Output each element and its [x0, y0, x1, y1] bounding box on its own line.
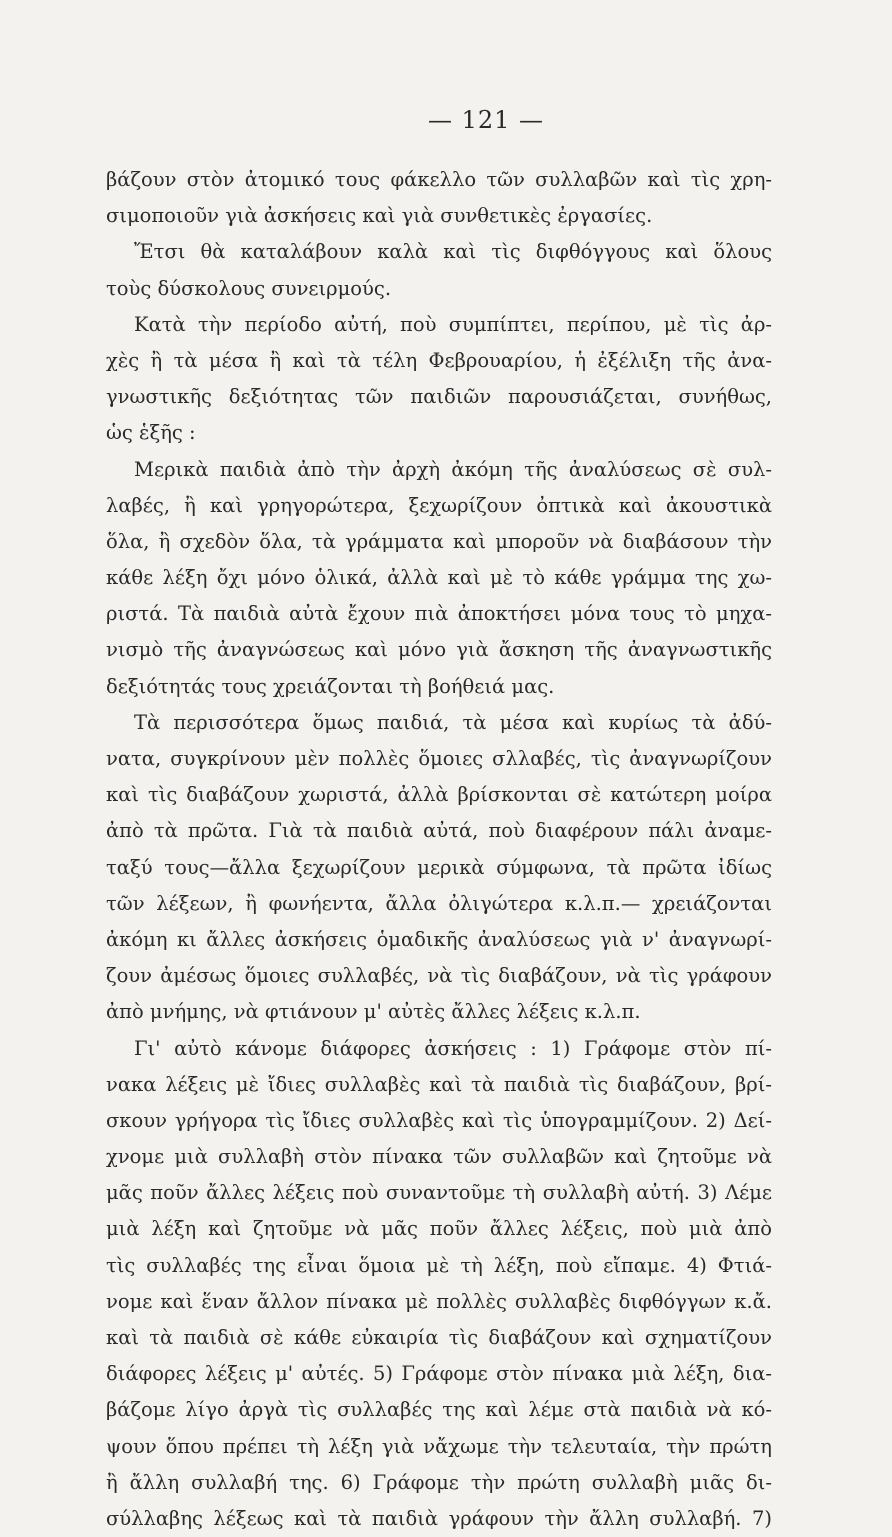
text-line: βάζομε λίγο ἀργὰ τὶς συλλαβές της καὶ λέμε στὰ παιδιὰ νὰ κό-: [106, 1398, 772, 1422]
text-line: Ἔτσι θὰ καταλάβουν καλὰ καὶ τὶς διφθόγγους καὶ ὅλους: [134, 240, 772, 264]
text-line: χὲς ἢ τὰ μέσα ἢ καὶ τὰ τέλη Φεβρουαρίου, ἡ ἐξέλιξη τῆς ἀνα-: [106, 348, 772, 372]
text-line: βάζουν στὸν ἀτομικό τους φάκελλο τῶν συλλαβῶν καὶ τὶς χρη-: [106, 168, 772, 191]
text-line: μιὰ λέξη καὶ ζητοῦμε νὰ μᾶς ποῦν ἄλλες λέξεις, ποὺ μιὰ ἀπὸ: [106, 1217, 772, 1241]
text-line: σύλλαβης λέξεως καὶ τὰ παιδιὰ γράφουν τὴν ἄλλη συλλαβή. 7): [106, 1506, 772, 1530]
text-line: κάθε λέξη ὄχι μόνο ὁλικά, ἀλλὰ καὶ μὲ τὸ κάθε γράμμα της χω-: [106, 566, 772, 590]
text-line: γνωστικῆς δεξιότητας τῶν παιδιῶν παρουσιάζεται, συνήθως,: [106, 385, 772, 409]
text-line: λαβές, ἢ καὶ γρηγορώτερα, ξεχωρίζουν ὀπτικὰ καὶ ἀκουστικὰ: [106, 493, 772, 517]
text-line: νισμὸ τῆς ἀναγνώσεως καὶ μόνο γιὰ ἄσκηση τῆς ἀναγνωστικῆς: [106, 638, 772, 662]
text-line: ταξύ τους—ἄλλα ξεχωρίζουν μερικὰ σύμφωνα, τὰ πρῶτα ἰδίως: [106, 855, 772, 879]
text-line: τοὺς δύσκολους συνειρμούς.: [106, 276, 392, 300]
text-line: νατα, συγκρίνουν μὲν πολλὲς ὅμοιες σλλαβές, τὶς ἀναγνωρίζουν: [106, 747, 772, 770]
text-line: Μερικὰ παιδιὰ ἀπὸ τὴν ἀρχὴ ἀκόμη τῆς ἀναλύσεως σὲ συλ-: [134, 457, 772, 481]
text-line: διάφορες λέξεις μ' αὐτές. 5) Γράφομε στὸν πίνακα μιὰ λέξη, δια-: [106, 1362, 772, 1386]
text-line: μᾶς ποῦν ἄλλες λέξεις ποὺ συναντοῦμε τὴ συλλαβὴ αὐτή. 3) Λέμε: [106, 1181, 772, 1205]
text-line: νακα λέξεις μὲ ἴδιες συλλαβὲς καὶ τὰ παιδιὰ τὶς διαβάζουν, βρί-: [106, 1072, 772, 1096]
text-line: χνομε μιὰ συλλαβὴ στὸν πίνακα τῶν συλλαβῶν καὶ ζητοῦμε νὰ: [106, 1145, 772, 1169]
text-line: νομε καὶ ἕναν ἄλλον πίνακα μὲ πολλὲς συλλαβὲς διφθόγγων κ.ἄ.: [106, 1289, 772, 1313]
text-line: ἢ ἄλλη συλλαβή της. 6) Γράφομε τὴν πρώτη συλλαβὴ μιᾶς δι-: [106, 1470, 772, 1494]
text-line: καὶ τὰ παιδιὰ σὲ κάθε εὐκαιρία τὶς διαβάζουν καὶ σχηματίζουν: [106, 1326, 772, 1349]
text-line: ὅλα, ἢ σχεδὸν ὅλα, τὰ γράμματα καὶ μποροῦν νὰ διαβάσουν τὴν: [106, 529, 772, 553]
text-line: δεξιότητάς τους χρειάζονται τὴ βοήθειά μας.: [106, 674, 555, 698]
text-line: ὡς ἑξῆς :: [106, 421, 196, 445]
page-number: — 121 —: [427, 106, 545, 134]
text-line: Κατὰ τὴν περίοδο αὐτή, ποὺ συμπίπτει, περίπου, μὲ τὶς ἀρ-: [134, 312, 772, 336]
text-line: ζουν ἀμέσως ὅμοιες συλλαβές, νὰ τὶς διαβάζουν, νὰ τὶς γράφουν: [106, 964, 772, 988]
text-line: σιμοποιοῦν γιὰ ἀσκήσεις καὶ γιὰ συνθετικὲς ἐργασίες.: [106, 204, 653, 228]
text-line: ἀπὸ τὰ πρῶτα. Γιὰ τὰ παιδιὰ αὐτά, ποὺ διαφέρουν πάλι ἀναμε-: [106, 819, 772, 843]
text-line: καὶ τὶς διαβάζουν χωριστά, ἀλλὰ βρίσκονται σὲ κατώτερη μοίρα: [106, 783, 772, 807]
text-line: ψουν ὅπου πρέπει τὴ λέξη γιὰ νἄχωμε τὴν τελευταία, τὴν πρώτη: [106, 1434, 772, 1458]
text-line: τῶν λέξεων, ἢ φωνήεντα, ἄλλα ὀλιγώτερα κ.λ.π.— χρειάζονται: [106, 891, 772, 915]
text-line: ἀκόμη κι ἄλλες ἀσκήσεις ὁμαδικῆς ἀναλύσεως γιὰ ν' ἀναγνωρί-: [106, 927, 772, 951]
body-text: [106, 162, 772, 1537]
text-line: τὶς συλλαβές της εἶναι ὅμοια μὲ τὴ λέξη, ποὺ εἴπαμε. 4) Φτιά-: [106, 1253, 772, 1277]
text-line: Γι' αὐτὸ κάνομε διάφορες ἀσκήσεις : 1) Γράφομε στὸν πί-: [134, 1036, 772, 1060]
text-line: ριστά. Τὰ παιδιὰ αὐτὰ ἔχουν πιὰ ἀποκτήσει μόνα τους τὸ μηχα-: [106, 602, 772, 626]
text-line: σκουν γρήγορα τὶς ἴδιες συλλαβὲς καὶ τὶς ὑπογραμμίζουν. 2) Δεί-: [106, 1108, 772, 1132]
text-line: ἀπὸ μνήμης, νὰ φτιάνουν μ' αὐτὲς ἄλλες λέξεις κ.λ.π.: [106, 1000, 641, 1024]
text-line: Τὰ περισσότερα ὅμως παιδιά, τὰ μέσα καὶ κυρίως τὰ ἀδύ-: [134, 710, 772, 734]
